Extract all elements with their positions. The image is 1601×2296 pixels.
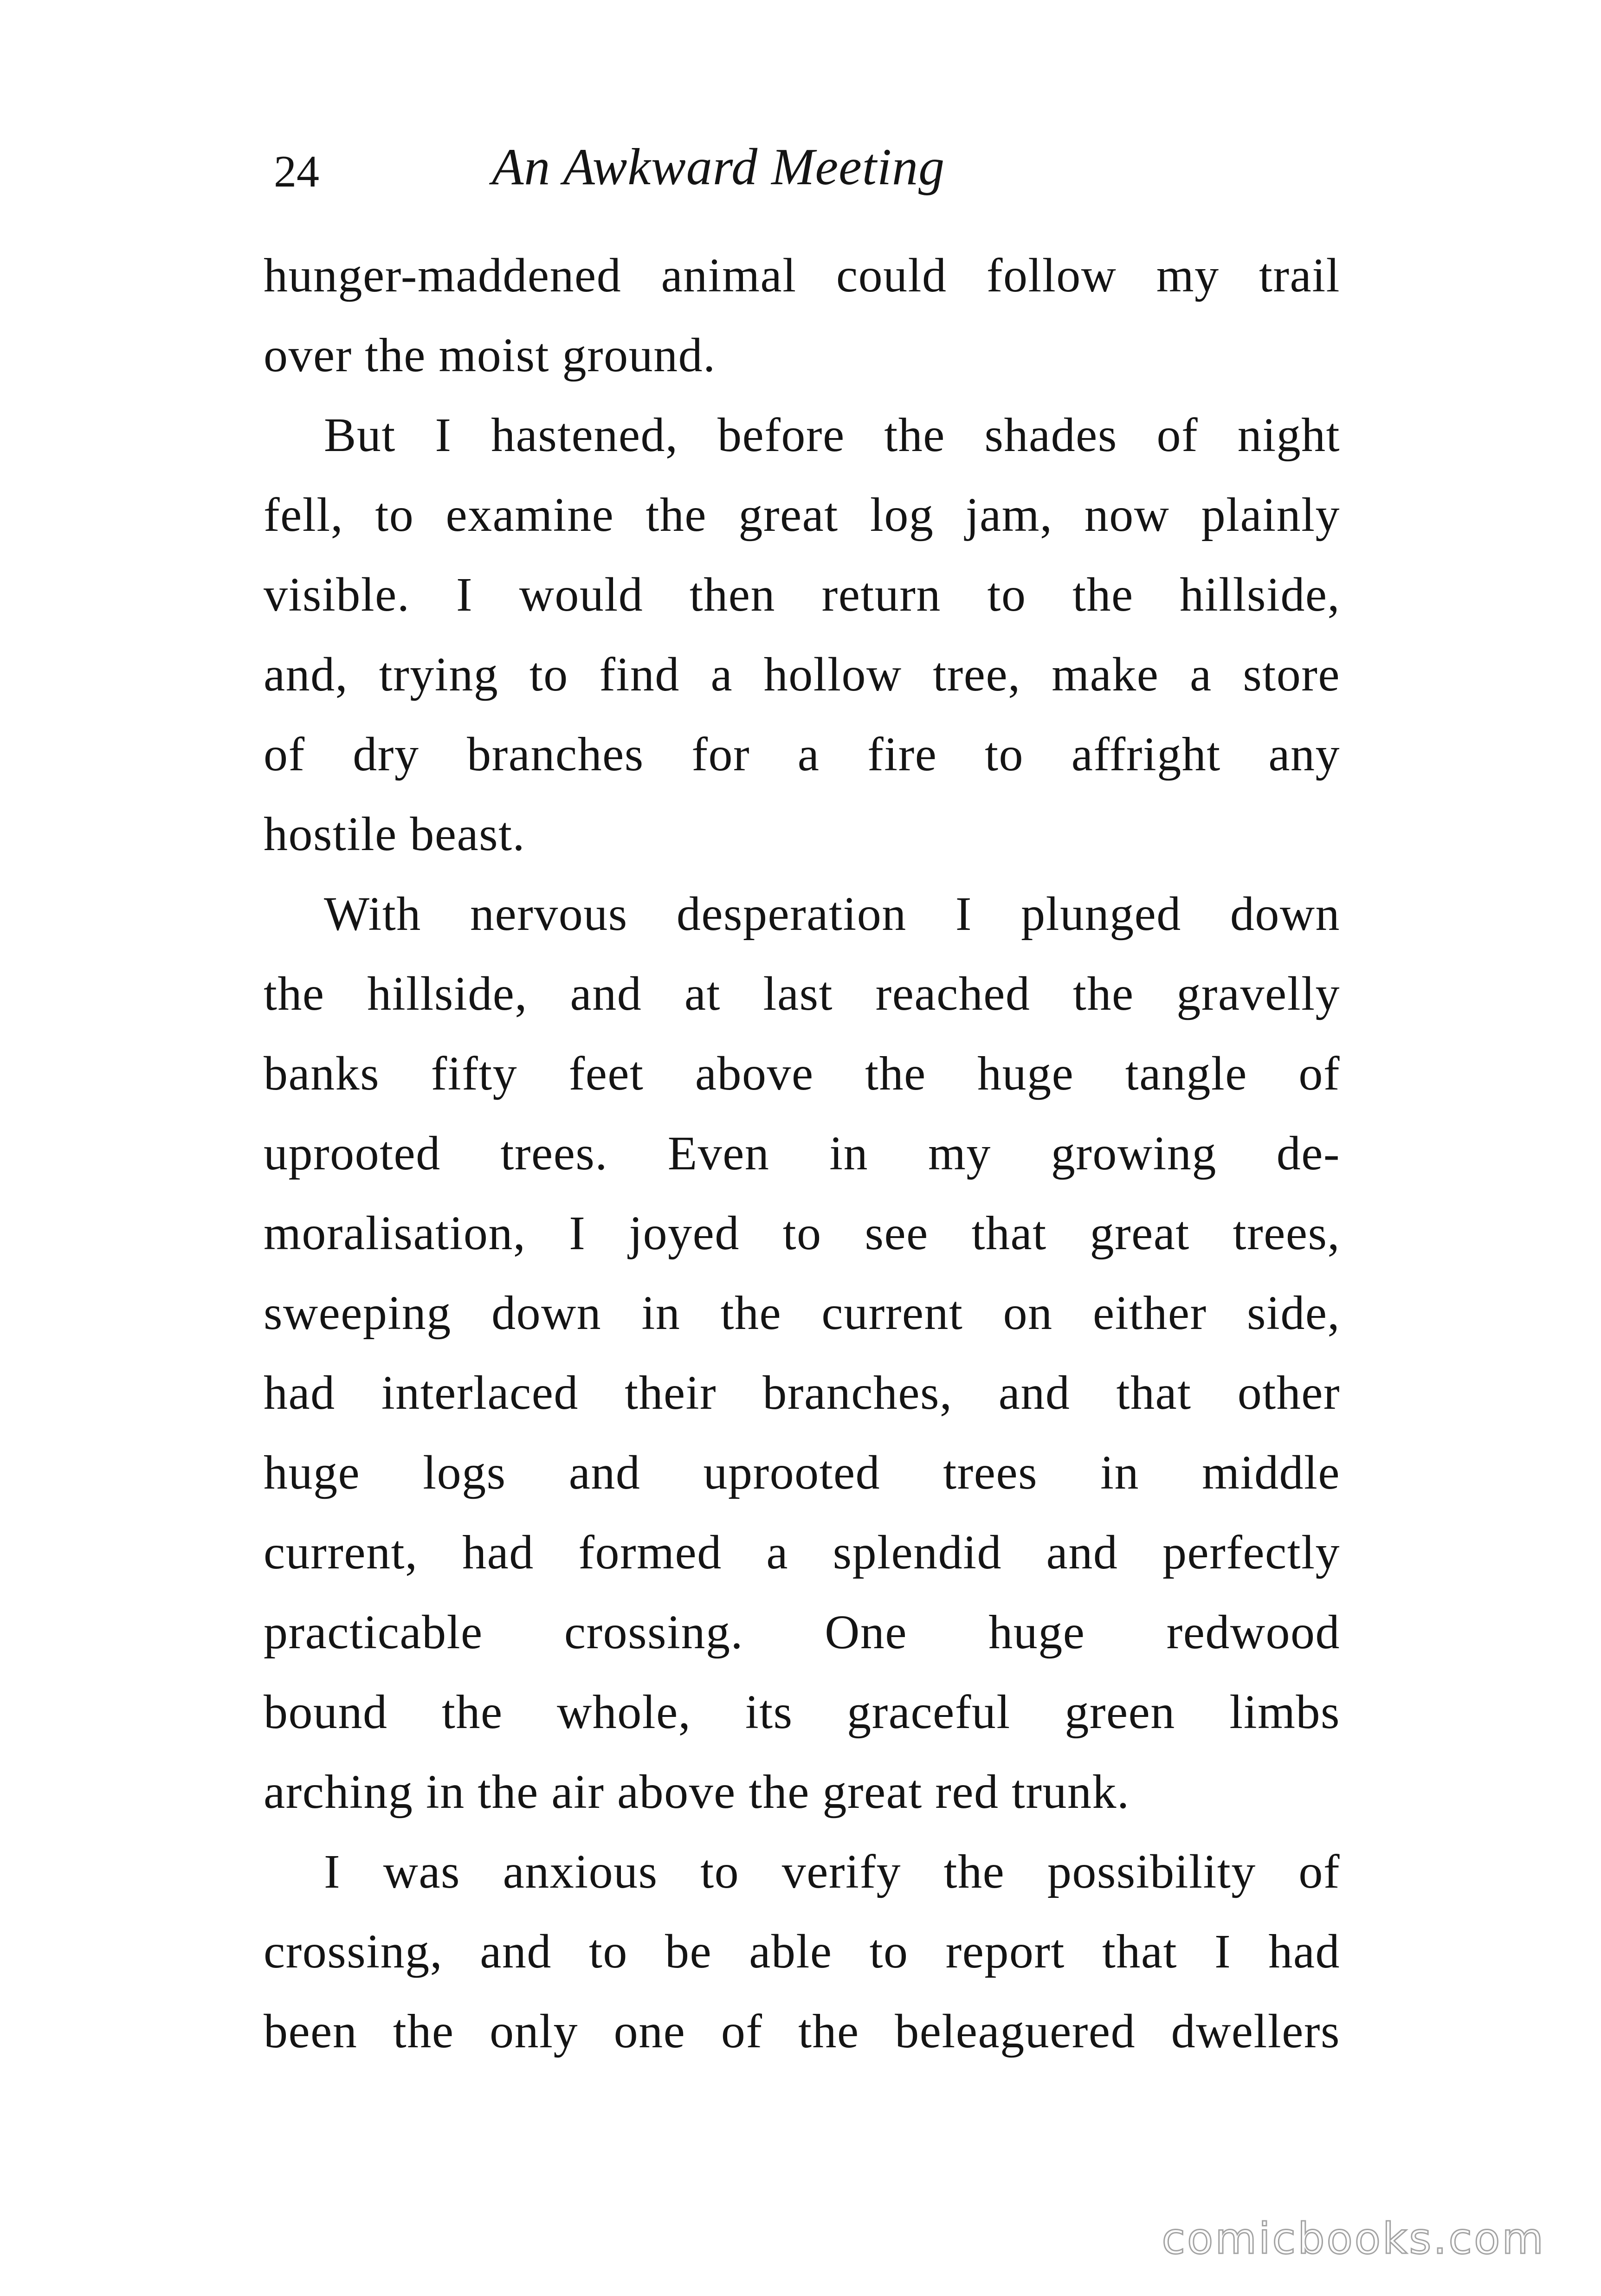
text-line: banks fifty feet above the huge tangle of [264, 1047, 1340, 1100]
text-line: visible. I would then return to the hillside, [264, 568, 1340, 621]
page-number: 24 [274, 147, 319, 197]
text-line: sweeping down in the current on either side, [264, 1286, 1340, 1340]
running-title: An Awkward Meeting [492, 138, 945, 196]
text-line: moralisation, I joyed to see that great trees, [264, 1206, 1340, 1260]
paragraph-3 [264, 874, 1340, 1832]
text-line: of dry branches for a fire to affright any [264, 728, 1340, 781]
text-line: over the moist ground. [264, 329, 716, 382]
paragraph-4 [264, 1832, 1340, 2071]
text-line: arching in the air above the great red trunk. [264, 1765, 1130, 1819]
text-line: current, had formed a splendid and perfectly [264, 1526, 1340, 1579]
text-line: hunger-maddened animal could follow my trail [264, 249, 1340, 302]
watermark: comicbooks.com [1162, 2214, 1545, 2264]
text-line: With nervous desperation I plunged down [324, 887, 1340, 941]
text-line: fell, to examine the great log jam, now plainly [264, 488, 1340, 542]
text-line: and, trying to find a hollow tree, make a store [264, 648, 1340, 701]
text-line: I was anxious to verify the possibility of [324, 1845, 1340, 1898]
text-line: been the only one of the beleaguered dwellers [264, 2005, 1340, 2058]
text-line: crossing, and to be able to report that I had [264, 1925, 1340, 1978]
paragraph-1 [264, 236, 1340, 395]
text-line: bound the whole, its graceful green limbs [264, 1685, 1340, 1739]
body-text [264, 236, 1340, 2071]
text-line: huge logs and uprooted trees in middle [264, 1446, 1340, 1499]
page-header [274, 135, 1341, 213]
text-line: But I hastened, before the shades of night [324, 408, 1340, 462]
text-line: uprooted trees. Even in my growing de- [264, 1127, 1340, 1180]
paragraph-2 [264, 395, 1340, 874]
text-line: practicable crossing. One huge redwood [264, 1606, 1340, 1659]
text-line: had interlaced their branches, and that other [264, 1366, 1340, 1419]
text-line: the hillside, and at last reached the gravelly [264, 967, 1340, 1020]
text-line: hostile beast. [264, 807, 526, 861]
